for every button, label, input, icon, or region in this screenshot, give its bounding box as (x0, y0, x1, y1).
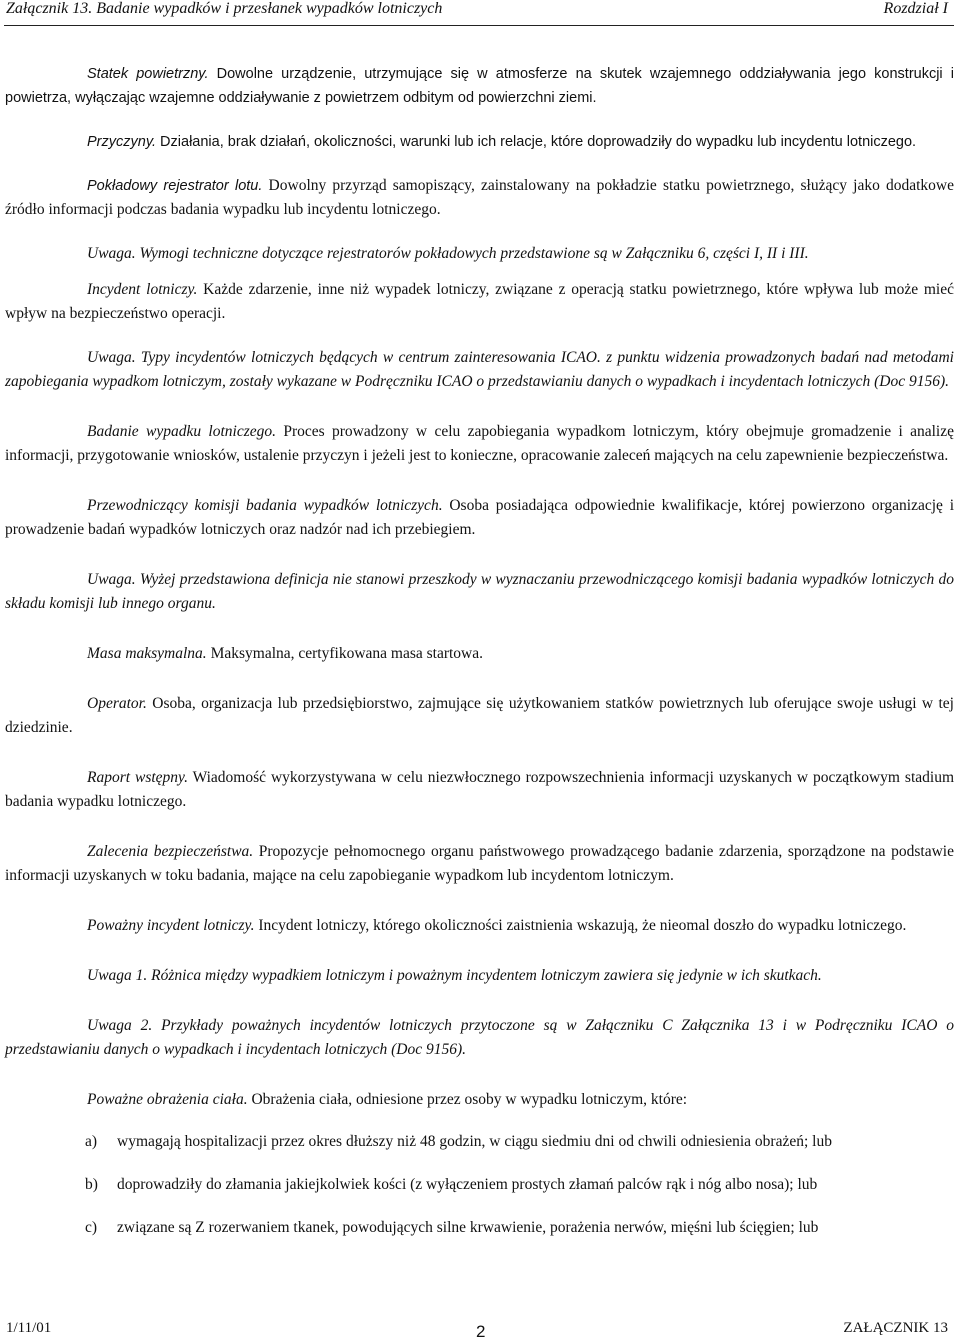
list-item (85, 1216, 954, 1240)
page-header (6, 0, 948, 22)
definition-causes (5, 130, 954, 154)
definition-incident (5, 278, 954, 326)
term: Raport wstępny. (87, 769, 188, 786)
definition-aircraft (5, 62, 954, 110)
definition-operator (5, 692, 954, 740)
term: Przyczyny. (87, 134, 157, 150)
definition-text: Proces prowadzony w celu zapobiegania wypadkom lotniczym, który obejmuje gromadzenie i analizę informacji, przygotowanie wniosków, ustalenie przyczyn i jeżeli jest to konieczne, opracowanie zaleceń mających na celu zapewnienie bezpieczeństwa. (5, 423, 954, 464)
page-footer (6, 1320, 948, 1342)
definition-serious-incident (5, 914, 954, 938)
list-text: doprowadziły do złamania jakiejkolwiek kości (z wyłączeniem prostych złamań palców rąk i nóg albo nosa); lub (117, 1176, 818, 1193)
list-marker: b) (85, 1176, 98, 1193)
term: Badanie wypadku lotniczego. (87, 423, 276, 440)
definition-text: Osoba, organizacja lub przedsiębiorstwo, zajmujące się użytkowaniem statków powietrznych lub oferujące swoje usługi w tej dziedzinie. (5, 695, 954, 736)
definition-text: Dowolne urządzenie, utrzymujące się w atmosferze na skutek wzajemnego oddziaływania jego konstrukcji i powietrza, wyłączając wzajemne oddziaływanie z powietrzem odbitym od powierzchni ziemi. (5, 66, 954, 106)
injury-criteria-list (5, 1130, 954, 1240)
definition-text: Obrażenia ciała, odniesione przez osoby w wypadku lotniczym, które: (247, 1091, 688, 1108)
definition-text: Każde zdarzenie, inne niż wypadek lotniczy, związane z operacją statku powietrznego, które wpływa lub może mieć wpływ na bezpieczeństwo operacji. (5, 281, 954, 322)
term: Statek powietrzny. (87, 66, 209, 82)
footer-date: 1/11/01 (6, 1320, 52, 1336)
note-1: Uwaga 1. Różnica między wypadkiem lotniczym i poważnym incydentem lotniczym zawiera się jedynie w ich skutkach. (87, 967, 822, 984)
definition-text: Dowolny przyrząd samopiszący, zainstalowany na pokładzie statku powietrznego, służący jako dodatkowe źródło informacji podczas badania wypadku lub incydentu lotniczego. (5, 177, 954, 218)
definition-text: Działania, brak działań, okoliczności, warunki lub ich relacje, które doprowadziły do wypadku lub incydentu lotniczego. (156, 134, 917, 150)
definition-text: Osoba posiadająca odpowiednie kwalifikacje, której powierzono organizację i prowadzenie badań wypadków lotniczych oraz nadzór nad ich przebiegiem. (5, 497, 954, 538)
definition-safety-recommendations (5, 840, 954, 888)
definition-max-mass (5, 642, 954, 666)
term: Poważne obrażenia ciała. (87, 1091, 248, 1108)
note-investigator: Uwaga. Wyżej przedstawiona definicja nie stanowi przeszkody w wyznaczaniu przewodniczącego komisji badania wypadków lotniczych do składu komisji lub innego organu. (5, 571, 954, 612)
header-title: Załącznik 13. Badanie wypadków i przesłanek wypadków lotniczych (6, 0, 443, 17)
list-item (85, 1173, 954, 1197)
term: Zalecenia bezpieczeństwa. (87, 843, 254, 860)
term: Przewodniczący komisji badania wypadków lotniczych. (87, 497, 443, 514)
term: Operator. (87, 695, 147, 712)
header-rule (4, 25, 954, 26)
definition-serious-injury (5, 1088, 954, 1112)
list-marker: a) (85, 1133, 98, 1150)
footer-annex: ZAŁĄCZNIK 13 (843, 1320, 948, 1336)
term: Pokładowy rejestrator lotu. (87, 178, 263, 194)
list-text: związane są Z rozerwaniem tkanek, powodujących silne krwawienie, porażenia nerwów, mięśni lub ścięgien; lub (117, 1219, 819, 1236)
term: Incydent lotniczy. (87, 281, 198, 298)
page-number: 2 (476, 1322, 486, 1341)
document-body (5, 62, 954, 1240)
definition-text: Wiadomość wykorzystywana w celu niezwłocznego rozpowszechnienia informacji uzyskanych w początkowym stadium badania wypadku lotniczego. (5, 769, 955, 810)
list-text: wymagają hospitalizacji przez okres dłuższy niż 48 godzin, w ciągu siedmiu dni od chwili odniesienia obrażeń; lub (117, 1133, 832, 1150)
definition-text: Incydent lotniczy, którego okoliczności zaistnienia wskazują, że nieomal doszło do wypadku lotniczego. (254, 917, 907, 934)
definition-investigation (5, 420, 954, 468)
definition-investigator-in-charge (5, 494, 954, 542)
term: Poważny incydent lotniczy. (87, 917, 255, 934)
note-2: Uwaga 2. Przykłady poważnych incydentów lotniczych przytoczone są w Załączniku C Załącznika 13 i w Podręczniku ICAO o przedstawianiu danych o wypadkach i incydentach lotniczych (Doc 9156). (5, 1017, 954, 1058)
term: Masa maksymalna. (87, 645, 207, 662)
header-chapter: Rozdział I (883, 0, 948, 17)
definition-preliminary-report (5, 766, 954, 814)
definition-flight-recorder (5, 174, 954, 222)
definition-text: Propozycje pełnomocnego organu państwowego prowadzącego badanie zdarzenia, sporządzone na podstawie informacji uzyskanych w toku badania, mające na celu zapobieganie wypadkom lub incydentom lotniczym. (5, 843, 954, 884)
definition-text: Maksymalna, certyfikowana masa startowa. (206, 645, 484, 662)
note-incident-types: Uwaga. Typy incydentów lotniczych będących w centrum zainteresowania ICAO. z punktu widzenia prowadzonych badań nad metodami zapobiegania wypadkom lotniczym, zostały wykazane w Podręczniku ICAO o przedstawianiu danych o wypadkach i incydentach lotniczych (Doc 9156). (5, 349, 954, 390)
list-marker: c) (85, 1219, 98, 1236)
list-item (85, 1130, 954, 1154)
note-recorders: Uwaga. Wymogi techniczne dotyczące rejestratorów pokładowych przedstawione są w Załączniku 6, części I, II i III. (87, 245, 809, 262)
